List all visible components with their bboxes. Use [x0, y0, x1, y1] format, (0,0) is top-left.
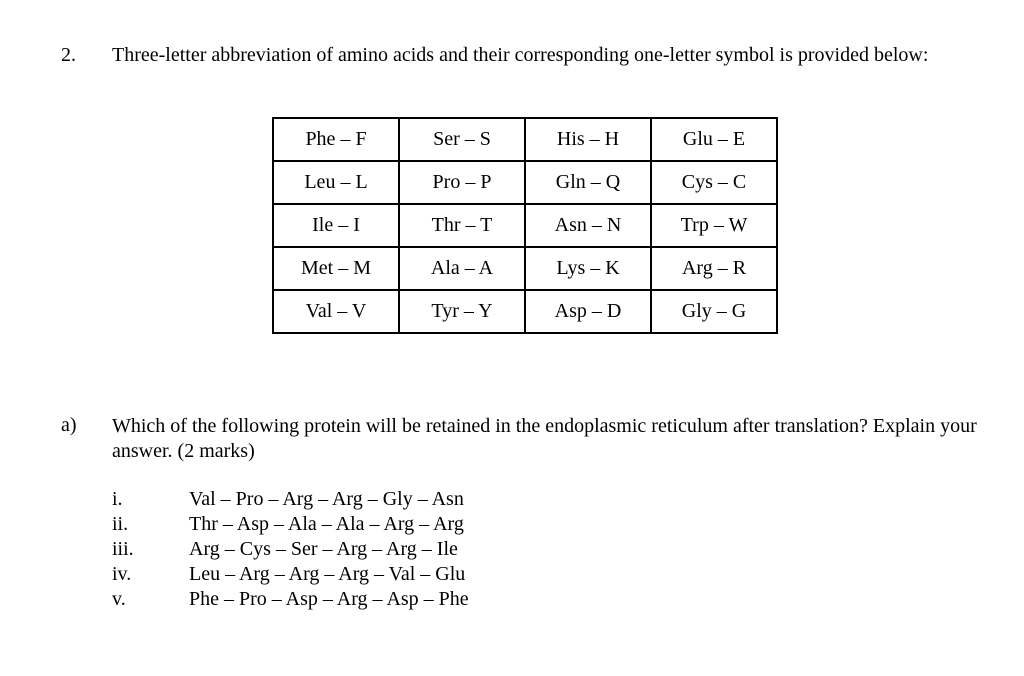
list-item	[112, 512, 469, 537]
table-row	[273, 290, 777, 333]
option-sequence: Leu – Arg – Arg – Arg – Val – Glu	[189, 563, 466, 585]
list-item	[112, 587, 469, 612]
table-cell: Val – V	[273, 290, 399, 333]
table-cell: Cys – C	[651, 161, 777, 204]
part-a-question: Which of the following protein will be retained in the endoplasmic reticulum after translation? Explain your answer. (2 marks)	[112, 415, 977, 462]
table-cell: Gln – Q	[525, 161, 651, 204]
amino-acid-table	[272, 117, 778, 334]
list-item	[112, 487, 469, 512]
table-cell: Asp – D	[525, 290, 651, 333]
table-cell: Pro – P	[399, 161, 525, 204]
table-cell: Lys – K	[525, 247, 651, 290]
table-row	[273, 247, 777, 290]
table-cell: Phe – F	[273, 118, 399, 161]
option-number: v.	[112, 588, 126, 610]
table-cell: Glu – E	[651, 118, 777, 161]
list-item	[112, 562, 469, 587]
table-cell: Gly – G	[651, 290, 777, 333]
table-row	[273, 118, 777, 161]
question-text: Three-letter abbreviation of amino acids and their corresponding one-letter symbol is provided below:	[112, 44, 929, 66]
table-cell: Ile – I	[273, 204, 399, 247]
table-cell: Ser – S	[399, 118, 525, 161]
option-number: ii.	[112, 513, 129, 535]
option-sequence: Phe – Pro – Asp – Arg – Asp – Phe	[189, 588, 469, 610]
list-item	[112, 537, 469, 562]
part-a-label: a)	[61, 414, 77, 436]
table-cell: Ala – A	[399, 247, 525, 290]
option-sequence: Arg – Cys – Ser – Arg – Arg – Ile	[189, 538, 458, 560]
table-cell: Trp – W	[651, 204, 777, 247]
table-cell: Arg – R	[651, 247, 777, 290]
table-row	[273, 204, 777, 247]
table-cell: His – H	[525, 118, 651, 161]
table-cell: Met – M	[273, 247, 399, 290]
table-cell: Tyr – Y	[399, 290, 525, 333]
table-cell: Thr – T	[399, 204, 525, 247]
option-number: i.	[112, 488, 123, 510]
option-sequence: Val – Pro – Arg – Arg – Gly – Asn	[189, 488, 464, 510]
table-cell: Leu – L	[273, 161, 399, 204]
question-number: 2.	[61, 44, 76, 66]
table-row	[273, 161, 777, 204]
table-cell: Asn – N	[525, 204, 651, 247]
option-sequence: Thr – Asp – Ala – Ala – Arg – Arg	[189, 513, 464, 535]
option-number: iv.	[112, 563, 132, 585]
options-list	[112, 487, 469, 612]
option-number: iii.	[112, 538, 134, 560]
